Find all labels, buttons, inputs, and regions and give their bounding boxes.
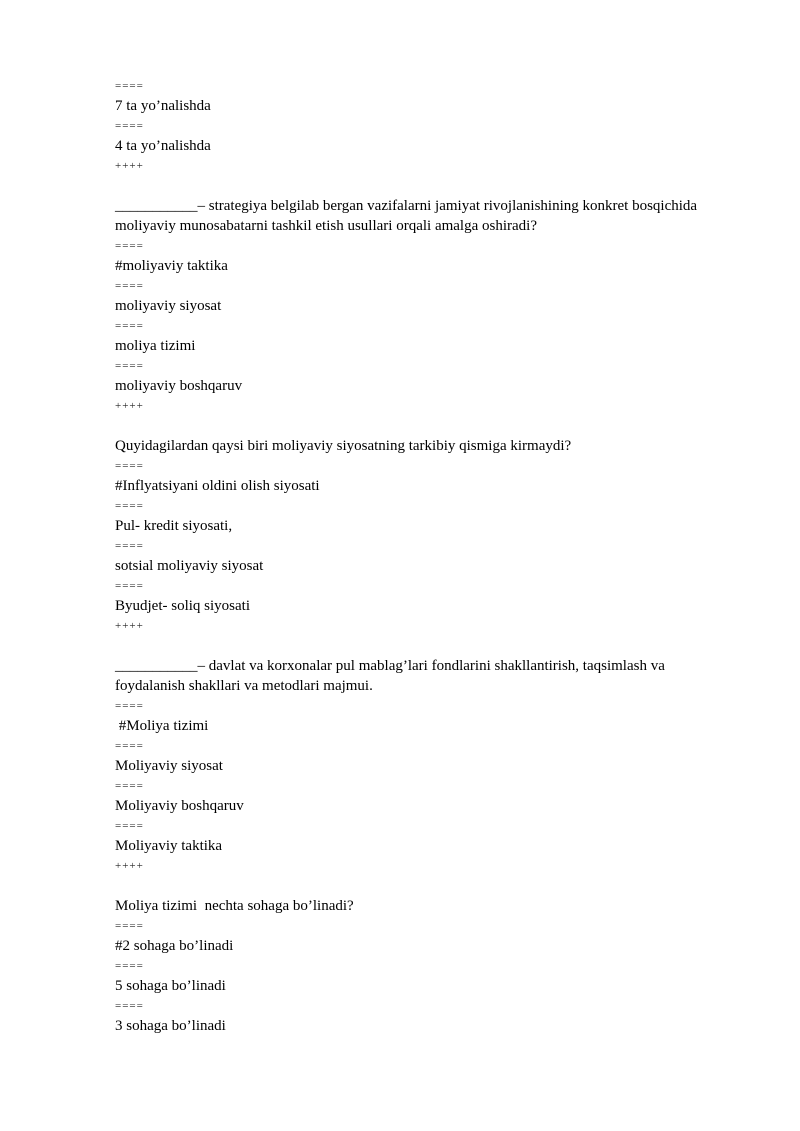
separator-equals: ====: [115, 700, 144, 712]
separator-plus: ++++: [115, 620, 144, 632]
answer-option: #moliyaviy taktika: [115, 258, 228, 274]
question-block-2: [115, 436, 755, 636]
separator-equals: ====: [115, 500, 144, 512]
separator-equals: ====: [115, 240, 144, 252]
separator-equals: ====: [115, 540, 144, 552]
separator-equals: ====: [115, 460, 144, 472]
answer-option: Moliyaviy taktika: [115, 838, 223, 854]
answer-option: #Moliya tizimi: [115, 718, 209, 734]
separator-equals: ====: [115, 360, 144, 372]
answer-option: #2 sohaga bo’linadi: [115, 938, 234, 954]
separator-equals: ====: [115, 280, 144, 292]
separator-equals: ====: [115, 1000, 144, 1012]
question-text: Moliya tizimi nechta sohaga bo’linadi?: [115, 898, 354, 914]
answer-option: Moliyaviy siyosat: [115, 758, 223, 774]
question-block-3: [115, 656, 735, 876]
question-text: Quyidagilardan qaysi biri moliyaviy siyosatning tarkibiy qismiga kirmaydi?: [115, 438, 572, 454]
separator-plus: ++++: [115, 860, 144, 872]
answer-option: moliyaviy boshqaruv: [115, 378, 243, 394]
separator-equals: ====: [115, 80, 144, 92]
separator-plus: ++++: [115, 400, 144, 412]
answer-option: sotsial moliyaviy siyosat: [115, 558, 264, 574]
answer-option: Byudjet- soliq siyosati: [115, 598, 250, 614]
answer-option: moliyaviy siyosat: [115, 298, 222, 314]
separator-equals: ====: [115, 960, 144, 972]
question-block-1: [115, 196, 755, 416]
answer-option: 7 ta yo’nalishda: [115, 98, 211, 114]
separator-equals: ====: [115, 820, 144, 832]
answer-option: moliya tizimi: [115, 338, 196, 354]
separator-plus: ++++: [115, 160, 144, 172]
question-text: ___________– davlat va korxonalar pul mablag’lari fondlarini shakllantirish, taqsimlash va foydalanish shakllari va metodlari majmui.: [115, 658, 665, 694]
separator-equals: ====: [115, 920, 144, 932]
separator-equals: ====: [115, 320, 144, 332]
answer-option: 4 ta yo’nalishda: [115, 138, 211, 154]
answer-option: Pul- kredit siyosati,: [115, 518, 233, 534]
question-block-4: [115, 896, 755, 1036]
question-text: ___________– strategiya belgilab bergan vazifalarni jamiyat rivojlanishining konkret bosqichida moliyaviy munosabatarni tashkil etish usullari orqali amalga oshiradi?: [115, 198, 698, 234]
answer-option: 5 sohaga bo’linadi: [115, 978, 226, 994]
separator-equals: ====: [115, 740, 144, 752]
answer-option: Moliyaviy boshqaruv: [115, 798, 244, 814]
separator-equals: ====: [115, 120, 144, 132]
answer-option: #Inflyatsiyani oldini olish siyosati: [115, 478, 320, 494]
answer-option: 3 sohaga bo’linadi: [115, 1018, 226, 1034]
question-block-0: [115, 76, 755, 176]
separator-equals: ====: [115, 780, 144, 792]
separator-equals: ====: [115, 580, 144, 592]
